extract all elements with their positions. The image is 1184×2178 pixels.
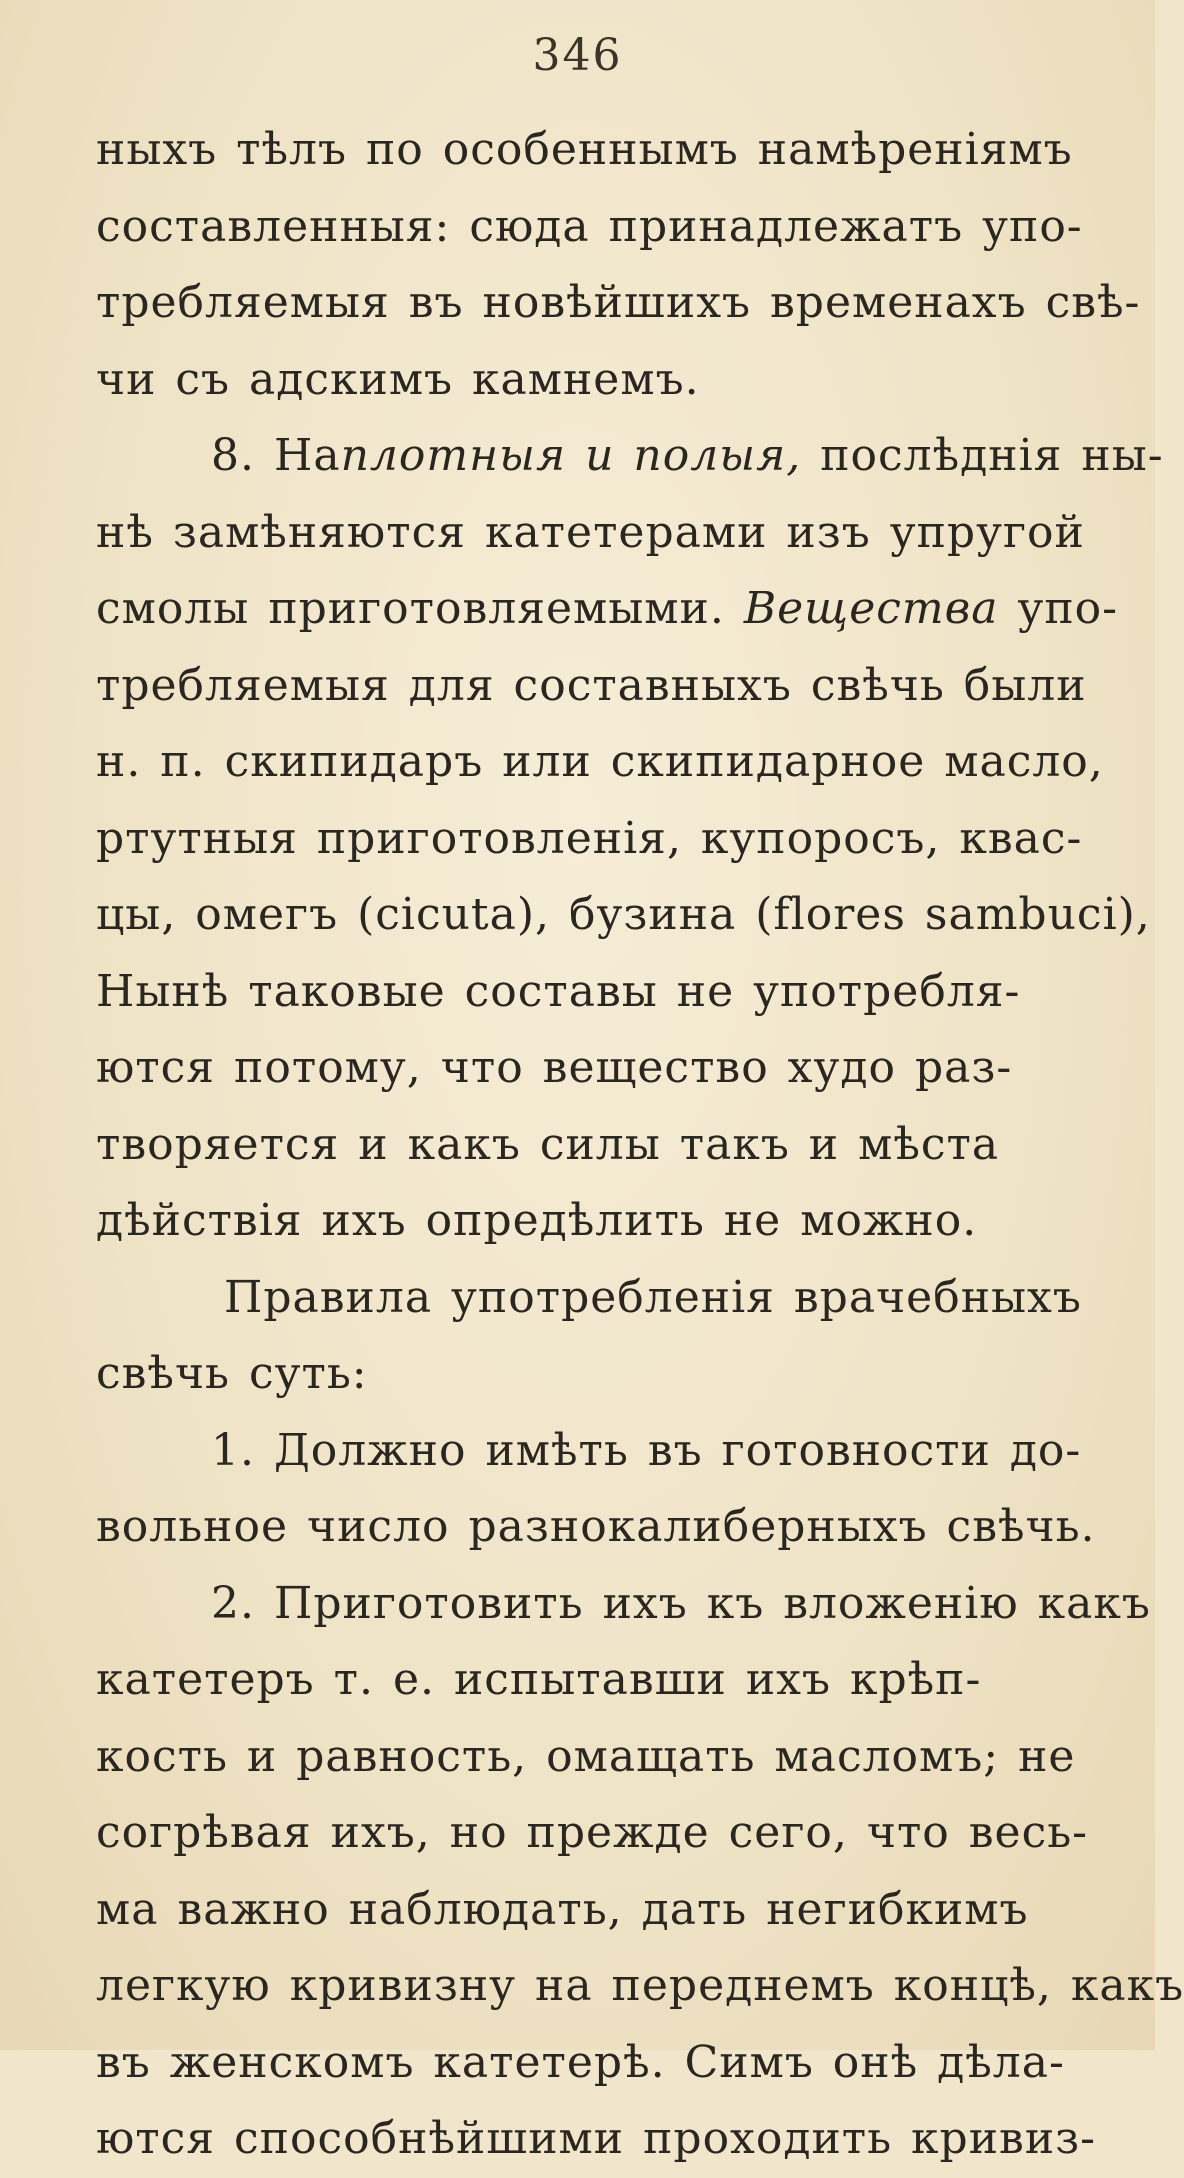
text-line-17: свѣчь суть: — [96, 1348, 368, 1399]
text-line-7 — [96, 571, 1146, 648]
text-line-15: дѣйствія ихъ опредѣлить не можно. — [96, 1195, 978, 1246]
text-line-23: согрѣвая ихъ, но прежде сего, что весь- — [96, 1807, 1089, 1858]
text-line-7-tail: упо- — [998, 583, 1119, 634]
text-line-6: нѣ замѣняются катетерами изъ упругой — [96, 506, 1085, 558]
text-line-13: ются потому, что вещество худо раз- — [96, 1042, 1013, 1093]
text-line-18: 1. Должно имѣть въ готовности до- — [211, 1424, 1082, 1476]
text-line-11: цы, омегъ (cicuta), бузина (flores sambuci), — [96, 889, 1151, 940]
text-line-9: н. п. скипидаръ или скипидарное масло, — [96, 736, 1104, 787]
text-line-16: Правила употребленія врачебныхъ — [224, 1271, 1082, 1323]
emphasis-polyya: полыя, — [633, 430, 802, 481]
text-line-7-start: смолы приготовляемыми. — [96, 583, 725, 634]
text-line-5-tail: послѣднія ны- — [801, 430, 1164, 481]
text-line-3: требляемыя въ новѣйшихъ временахъ свѣ- — [96, 277, 1141, 328]
text-line-12: Нынѣ таковые составы не употребля- — [96, 965, 1021, 1017]
text-line-19: вольное число разнокалиберныхъ свѣчь. — [96, 1501, 1096, 1552]
page-text — [96, 112, 1184, 2178]
text-line-24: ма важно наблюдать, дать негибкимъ — [96, 1883, 1029, 1935]
text-line-20: 2. Приготовить ихъ къ вложенію какъ — [211, 1577, 1151, 1629]
text-line-22: кость и равность, омащать масломъ; не — [96, 1730, 1076, 1782]
paragraph-8-start: 8. На — [211, 430, 341, 481]
text-line-2: составленныя: сюда принадлежатъ упо- — [96, 200, 1083, 252]
emphasis-veschestva: Вещества — [743, 583, 999, 634]
text-line-21: катетеръ т. е. испытавши ихъ крѣп- — [96, 1654, 982, 1705]
emphasis-plotnyya: плотныя — [340, 430, 567, 481]
emphasis-and: и — [566, 430, 634, 481]
text-line-27: ются способнѣйшими проходить кривиз- — [96, 2113, 1097, 2164]
text-line-14: творяется и какъ силы такъ и мѣста — [96, 1118, 1000, 1170]
text-line-8: требляемыя для составныхъ свѣчь были — [96, 659, 1087, 711]
text-line-4: чи съ адскимъ камнемъ. — [96, 353, 700, 405]
text-line-25: легкую кривизну на переднемъ концѣ, какъ — [96, 1960, 1184, 2011]
text-line-5 — [96, 418, 1164, 495]
page-number: 346 — [532, 30, 623, 81]
text-line-26: въ женскомъ катетерѣ. Симъ онѣ дѣла- — [96, 2036, 1065, 2088]
text-line-10: ртутныя приготовленія, купоросъ, квас- — [96, 812, 1083, 864]
text-line-1: ныхъ тѣлъ по особеннымъ намѣреніямъ — [96, 124, 1073, 175]
